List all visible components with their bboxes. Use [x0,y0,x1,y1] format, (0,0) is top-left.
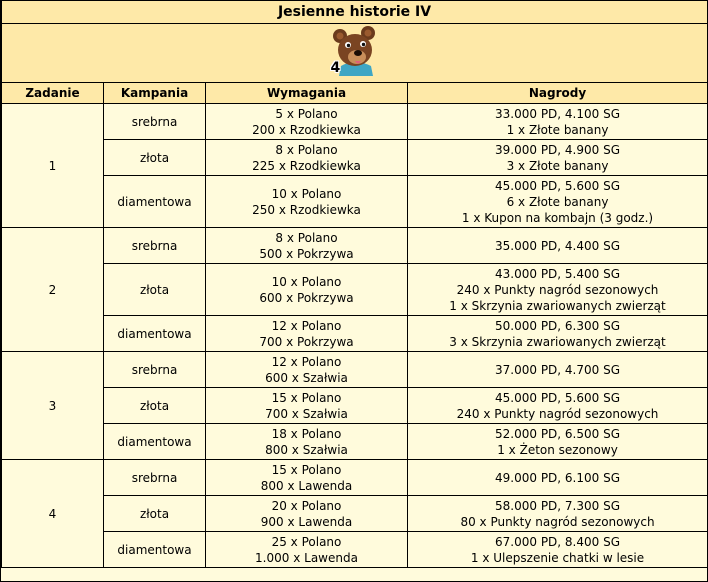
requirement-line: 1.000 x Lawenda [255,550,358,565]
requirements-cell [206,352,408,388]
table-row [2,140,708,176]
table-body [2,104,708,568]
header-wymagania: Wymagania [206,83,408,104]
campaign-cell: srebrna [104,352,206,388]
requirements-cell [206,140,408,176]
header-kampania: Kampania [104,83,206,104]
requirements-cell [206,264,408,316]
task-number-cell: 4 [2,460,104,568]
reward-line: 1 x Skrzynia zwariowanych zwierząt [449,298,666,313]
campaign-cell: srebrna [104,104,206,140]
requirement-line: 20 x Polano [271,498,342,513]
campaign-cell: diamentowa [104,316,206,352]
requirements-cell [206,176,408,228]
reward-line: 49.000 PD, 6.100 SG [495,470,621,485]
reward-line: 80 x Punkty nagród sezonowych [460,514,655,529]
reward-line: 37.000 PD, 4.700 SG [495,362,621,377]
rewards-cell [408,424,708,460]
reward-line: 67.000 PD, 8.400 SG [495,534,621,549]
campaign-cell: srebrna [104,228,206,264]
requirement-line: 700 x Pokrzywa [259,334,354,349]
rewards-cell [408,496,708,532]
campaign-cell: diamentowa [104,176,206,228]
requirements-cell [206,460,408,496]
requirement-line: 500 x Pokrzywa [259,246,354,261]
reward-line: 52.000 PD, 6.500 SG [495,426,621,441]
reward-line: 1 x Żeton sezonowy [497,442,618,457]
campaign-cell: diamentowa [104,532,206,568]
rewards-cell [408,532,708,568]
rewards-cell [408,228,708,264]
campaign-cell: diamentowa [104,424,206,460]
reward-line: 3 x Skrzynia zwariowanych zwierząt [449,334,666,349]
requirement-line: 800 x Szałwia [265,442,348,457]
header-zadanie: Zadanie [2,83,104,104]
reward-line: 6 x Złote banany [506,194,609,209]
reward-line: 58.000 PD, 7.300 SG [495,498,621,513]
requirements-cell [206,424,408,460]
requirement-line: 8 x Polano [275,230,338,245]
task-number-cell: 3 [2,352,104,460]
requirement-line: 15 x Polano [271,462,342,477]
campaign-cell: złota [104,496,206,532]
table-row [2,424,708,460]
reward-line: 39.000 PD, 4.900 SG [495,142,621,157]
requirements-cell [206,316,408,352]
table-row [2,496,708,532]
requirements-cell [206,496,408,532]
requirements-cell [206,388,408,424]
requirement-line: 900 x Lawenda [260,514,353,529]
table-row [2,460,708,496]
table-row [2,176,708,228]
bear-mascot-icon [327,24,383,78]
requirement-line: 25 x Polano [271,534,342,549]
table-row [2,352,708,388]
requirement-line: 12 x Polano [271,354,342,369]
requirement-line: 200 x Rzodkiewka [252,122,361,137]
reward-line: 45.000 PD, 5.600 SG [495,178,621,193]
requirement-line: 8 x Polano [275,142,338,157]
quest-table [1,1,708,568]
rewards-cell [408,316,708,352]
task-number-cell: 1 [2,104,104,228]
rewards-cell [408,460,708,496]
rewards-cell [408,264,708,316]
reward-line: 35.000 PD, 4.400 SG [495,238,621,253]
table-title: Jesienne historie IV [2,1,708,24]
campaign-cell: srebrna [104,460,206,496]
reward-line: 240 x Punkty nagród sezonowych [456,406,659,421]
requirement-line: 700 x Szałwia [265,406,348,421]
rewards-cell [408,104,708,140]
reward-line: 240 x Punkty nagród sezonowych [456,282,659,297]
rewards-cell [408,140,708,176]
requirement-line: 18 x Polano [271,426,342,441]
requirement-line: 800 x Lawenda [260,478,353,493]
rewards-cell [408,176,708,228]
table-row [2,104,708,140]
rewards-cell [408,388,708,424]
header-nagrody: Nagrody [408,83,708,104]
campaign-cell: złota [104,388,206,424]
reward-line: 3 x Złote banany [506,158,609,173]
requirement-line: 10 x Polano [271,274,342,289]
campaign-cell: złota [104,264,206,316]
requirements-cell [206,532,408,568]
requirement-line: 10 x Polano [271,186,342,201]
requirements-cell [206,104,408,140]
requirement-line: 600 x Szałwia [265,370,348,385]
level-badge: 4 [330,60,341,76]
requirements-cell [206,228,408,264]
requirement-line: 600 x Pokrzywa [259,290,354,305]
table-row [2,228,708,264]
table-row [2,316,708,352]
reward-line: 1 x Złote banany [506,122,609,137]
requirement-line: 5 x Polano [275,106,338,121]
requirement-line: 225 x Rzodkiewka [252,158,361,173]
rewards-cell [408,352,708,388]
reward-line: 1 x Ulepszenie chatki w lesie [470,550,645,565]
campaign-cell: złota [104,140,206,176]
reward-line: 45.000 PD, 5.600 SG [495,390,621,405]
table-row [2,264,708,316]
requirement-line: 250 x Rzodkiewka [252,202,361,217]
reward-line: 1 x Kupon na kombajn (3 godz.) [461,210,654,225]
requirement-line: 15 x Polano [271,390,342,405]
banner [2,24,708,83]
table-row [2,388,708,424]
requirement-line: 12 x Polano [271,318,342,333]
task-number-cell: 2 [2,228,104,352]
reward-line: 50.000 PD, 6.300 SG [495,318,621,333]
reward-line: 43.000 PD, 5.400 SG [495,266,621,281]
table-row [2,532,708,568]
reward-line: 33.000 PD, 4.100 SG [495,106,621,121]
